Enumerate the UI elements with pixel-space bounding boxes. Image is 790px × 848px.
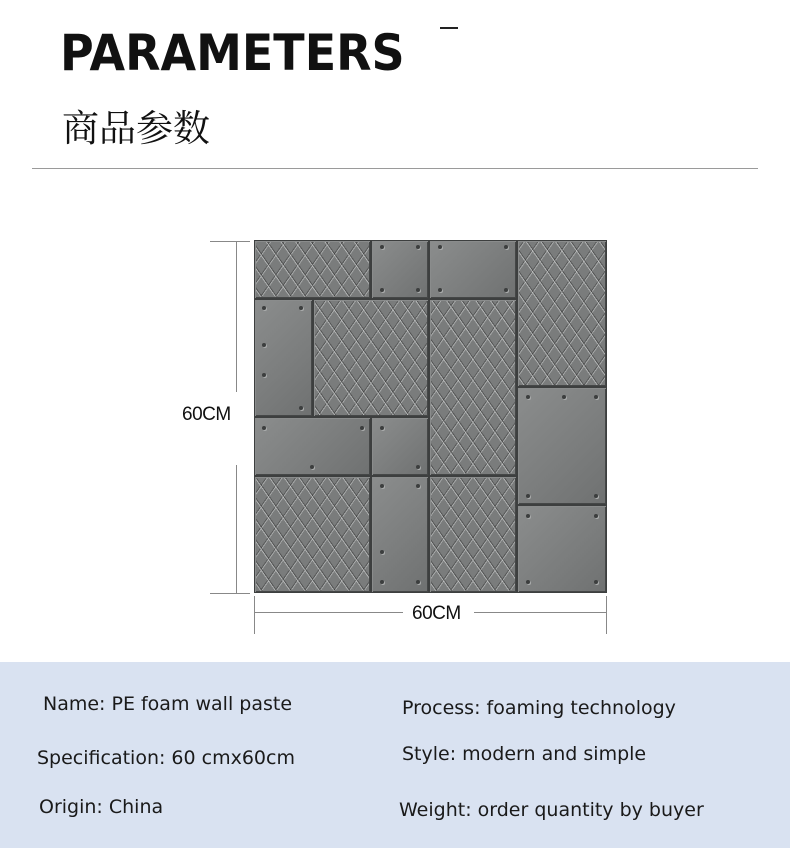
rivet [380, 550, 384, 554]
tile-panel-diamond [313, 299, 429, 417]
rivet [526, 580, 530, 584]
spec-name: Name: PE foam wall paste [43, 693, 293, 715]
title-accent-mark [440, 27, 458, 29]
rivet [310, 465, 314, 469]
width-dimension-line-left [255, 612, 403, 613]
tile-panel-plain [254, 299, 313, 417]
header-divider [32, 168, 758, 169]
tile-panel-diamond [254, 476, 371, 593]
height-dimension-bottom-tick [210, 593, 250, 594]
rivet [504, 288, 508, 292]
page-subtitle: 商品参数 [62, 107, 210, 150]
rivet [526, 514, 530, 518]
rivet [594, 494, 598, 498]
rivet [438, 245, 442, 249]
rivet [380, 580, 384, 584]
rivet [594, 395, 598, 399]
tile-panel-plain [371, 476, 429, 593]
wall-tile-image [254, 240, 607, 593]
rivet [416, 465, 420, 469]
rivet [262, 306, 266, 310]
specs-panel [0, 662, 790, 848]
tile-panel-diamond [254, 240, 371, 299]
rivet [416, 484, 420, 488]
spec-specification: Specification: 60 cmx60cm [37, 747, 295, 769]
rivet [504, 245, 508, 249]
height-dimension-top-tick [210, 241, 250, 242]
width-dimension-label: 60CM [412, 603, 461, 624]
rivet [380, 288, 384, 292]
rivet [262, 343, 266, 347]
tile-panel-diamond [517, 240, 607, 387]
tile-panel-diamond [429, 299, 517, 476]
rivet [562, 395, 566, 399]
page-title: PARAMETERS [60, 24, 405, 82]
rivet [262, 426, 266, 430]
rivet [380, 245, 384, 249]
rivet [360, 426, 364, 430]
width-dimension-left-tick [254, 596, 255, 634]
rivet [299, 406, 303, 410]
tile-panel-plain [517, 387, 607, 505]
spec-process: Process: foaming technology [402, 697, 676, 719]
rivet [380, 426, 384, 430]
rivet [416, 580, 420, 584]
rivet [526, 494, 530, 498]
rivet [526, 395, 530, 399]
rivet [262, 373, 266, 377]
rivet [438, 288, 442, 292]
height-dimension-line-upper [236, 242, 237, 392]
rivet [416, 245, 420, 249]
rivet [594, 580, 598, 584]
height-dimension-label: 60CM [182, 404, 231, 425]
rivet [594, 514, 598, 518]
spec-weight: Weight: order quantity by buyer [399, 799, 704, 821]
height-dimension-line-lower [236, 465, 237, 593]
rivet [299, 306, 303, 310]
width-dimension-right-tick [606, 596, 607, 634]
rivet [380, 484, 384, 488]
rivet [416, 288, 420, 292]
width-dimension-line-right [474, 612, 606, 613]
spec-style: Style: modern and simple [402, 743, 647, 765]
tile-panel-diamond [429, 476, 517, 593]
spec-origin: Origin: China [39, 796, 164, 818]
